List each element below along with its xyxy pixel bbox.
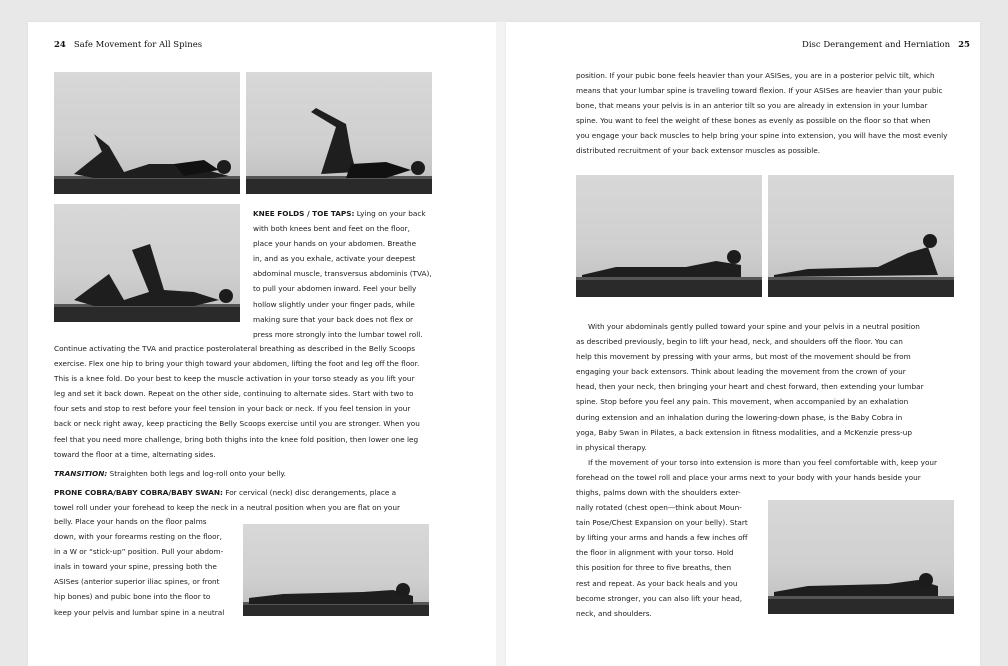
baby-cobra-paragraph	[576, 319, 954, 485]
right-running-title: Disc Derangement and Herniation	[802, 40, 951, 50]
continued-line: four sets and stop to rest before your feel tension in your back or neck. If you feel tension in your	[54, 404, 411, 414]
left-running-head	[54, 40, 202, 50]
prone-cobra-line: in a W or “stick-up” position. Pull your abdom-	[54, 547, 224, 557]
knee-folds-line: place your hands on your abdomen. Breathe	[253, 239, 417, 249]
top-line: you engage your back muscles to help bring your spine into extension, you will have the most evenly	[576, 131, 948, 141]
knee-folds-line: abdominal muscle, transversus abdominis (TVA),	[253, 269, 432, 279]
bottom-line: become stronger, you can also lift your head,	[576, 593, 743, 603]
prone-cobra-heading: PRONE COBRA/BABY COBRA/BABY SWAN:	[54, 487, 223, 497]
bottom-line: rest and repeat. As your back heals and you	[576, 578, 738, 588]
bottom-line: this position for three to five breaths, then	[576, 563, 732, 573]
knee-folds-line: press more strongly into the lumbar towel roll.	[253, 329, 423, 339]
prone-cobra-line: hip bones) and pubic bone into the floor to	[54, 592, 211, 602]
continued-line: feel that you need more challenge, bring both thighs into the knee fold position, then lower one leg	[54, 434, 419, 444]
middle-line: as described previously, begin to lift your head, neck, and shoulders off the floor. You can	[576, 337, 903, 347]
bottom-line: tain Pose/Chest Expansion on your belly). Start	[576, 518, 748, 528]
prone-lying-photo-icon	[243, 524, 429, 616]
middle-line: head, then your neck, then bringing your heart and chest forward, then extending your lumbar	[576, 382, 924, 392]
transition-label: TRANSITION:	[54, 468, 108, 478]
bottom-line: the floor in alignment with your torso. Hold	[576, 548, 734, 558]
double-knee-fold-photo-icon	[246, 72, 432, 194]
bottom-line: thighs, palms down with the shoulders exter-	[576, 488, 741, 497]
knee-fold-photo-icon	[54, 72, 240, 194]
top-line: means that your lumbar spine is traveling toward flexion. If your ASISes are heavier than your pubic	[576, 86, 943, 96]
middle-line: yoga, Baby Swan in Pilates, a back extension in fitness modalities, and a McKenzie press-up	[576, 427, 912, 437]
knee-folds-line: Lying on your back	[356, 209, 426, 218]
prone-cobra-line: down, with your forearms resting on the floor,	[54, 532, 222, 542]
top-line: position. If your pubic bone feels heavier than your ASISes, you are in a posterior pelvic tilt, which	[576, 71, 935, 80]
continued-line: toward the floor at a time, alternating sides.	[54, 449, 216, 459]
knee-folds-line: in, and as you exhale, activate your deepest	[253, 254, 416, 264]
bottom-line: by lifting your arms and hands a few inches off	[576, 533, 748, 543]
continued-line: exercise. Flex one hip to bring your thigh toward your abdomen, lifting the foot and leg off the floor.	[54, 359, 420, 369]
continued-line: Continue activating the TVA and practice posterolateral breathing as described in the Belly Scoops	[54, 344, 416, 353]
prone-cobra-line: For cervical (neck) disc derangements, place a	[225, 487, 397, 497]
page-gutter	[496, 22, 506, 666]
knee-folds-line: to pull your abdomen inward. Feel your belly	[253, 284, 417, 294]
middle-line: spine. Stop before you feel any pain. This movement, when accompanied by an exhalation	[576, 397, 909, 407]
single-knee-fold-photo-icon	[54, 204, 240, 322]
continued-line: This is a knee fold. Do your best to keep the muscle activation in your torso steady as you lift your	[54, 374, 415, 384]
prone-head-lift-photo-icon	[576, 175, 762, 297]
middle-line: engaging your back extensors. Think about leading the movement from the crown of your	[576, 367, 906, 377]
baby-cobra-photo-icon	[768, 175, 954, 297]
arm-lift-paragraph	[576, 485, 758, 621]
continued-line: back or neck right away, keep practicing the Belly Scoops exercise until you are stronger. When you	[54, 419, 420, 429]
knee-folds-paragraph	[253, 206, 432, 342]
continued-line: leg and set it back down. Repeat on the other side, continuing to alternate sides. Start with two to	[54, 389, 414, 399]
transition-text: Straighten both legs and log-roll onto your belly.	[109, 468, 287, 478]
left-page-number: 24	[54, 40, 66, 50]
middle-line: during extension and an inhalation during the lowering-down phase, is the Baby Cobra in	[576, 412, 903, 422]
right-running-head	[802, 40, 970, 50]
prone-cobra-line: inals in toward your spine, pressing both the	[54, 562, 217, 572]
right-page-number: 25	[958, 40, 970, 50]
prone-cobra-line: keep your pelvis and lumbar spine in a neutral	[54, 607, 225, 617]
middle-line: With your abdominals gently pulled toward your spine and your pelvis in a neutral position	[588, 322, 920, 331]
knee-folds-line: with both knees bent and feet on the floor,	[253, 224, 410, 234]
knee-folds-heading: KNEE FOLDS / TOE TAPS:	[253, 209, 355, 218]
bottom-line: forehead on the towel roll and place your arms next to your body with your hands beside your	[576, 472, 921, 482]
prone-cobra-line: ASISes (anterior superior iliac spines, or front	[54, 577, 220, 587]
knee-folds-line: hollow slightly under your finger pads, while	[253, 299, 415, 309]
prone-cobra-line: towel roll under your forehead to keep the neck in a neutral position when you are flat on your	[54, 502, 400, 512]
middle-line: help this movement by pressing with your arms, but most of the movement should be from	[576, 352, 911, 362]
top-line: bone, that means your pelvis is in an anterior tilt so you are already in extension in your lumbar	[576, 101, 928, 111]
bottom-line: nally rotated (chest open—think about Moun-	[576, 503, 742, 513]
bottom-line: neck, and shoulders.	[576, 608, 652, 618]
top-line: distributed recruitment of your back extensor muscles as possible.	[576, 146, 821, 156]
knee-folds-line: making sure that your back does not flex or	[253, 314, 414, 324]
knee-folds-continued	[54, 341, 432, 515]
bottom-line: If the movement of your torso into extension is more than you feel comfortable with, keep your	[588, 457, 938, 467]
prone-forehead-rest-photo-icon	[768, 500, 954, 614]
left-running-title: Safe Movement for All Spines	[73, 40, 203, 50]
middle-line: in physical therapy.	[576, 442, 647, 452]
pelvic-tilt-paragraph	[576, 68, 954, 159]
prone-cobra-line: belly. Place your hands on the floor palms	[54, 517, 207, 526]
prone-cobra-paragraph	[54, 514, 236, 620]
top-line: spine. You want to feel the weight of these bones as evenly as possible on the floor so that when	[576, 116, 931, 126]
